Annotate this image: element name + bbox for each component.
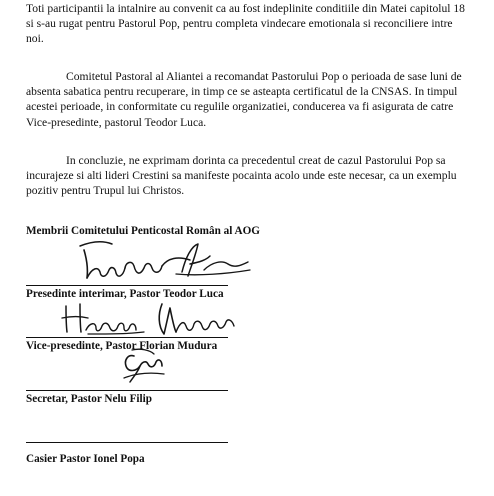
signatory-treasurer: Casier Pastor Ionel Popa xyxy=(26,453,145,465)
handwritten-signature-vice-president xyxy=(58,296,240,340)
signature-line-president xyxy=(26,285,228,286)
signatory-president: Presedinte interimar, Pastor Teodor Luca xyxy=(26,288,224,300)
handwritten-signature-secretary xyxy=(118,346,168,386)
signatory-secretary: Secretar, Pastor Nelu Filip xyxy=(26,393,152,405)
committee-heading: Membrii Comitetului Penticostal Român al AOG xyxy=(26,225,260,237)
paragraph-sabbatical: Comitetul Pastoral al Aliantei a recomandat Pastorului Pop o perioada de sase luni de absenta sabatica pentru recuperare, in timp ce se asteapta certificatul de la CNSAS. In timpul acestei perioade, in conformitate cu regulile organizatiei, conducerea va fi asigurata de catre Vice-presedinte, pastorul Teodor Luca. xyxy=(26,70,462,129)
signatory-vice-president: Vice-presedinte, Pastor Florian Mudura xyxy=(26,340,218,352)
paragraph-conclusion: In concluzie, ne exprimam dorinta ca precedentul creat de cazul Pastorului Pop sa incurajeze si alti lideri Crestini sa manifeste pocainta acolo unde este necesar, ca un exemplu pozitiv pentru Trupul lui Christos. xyxy=(26,154,457,198)
handwritten-signature-president xyxy=(78,234,254,288)
paragraph-reconciliation: Toti participantii la intalnire au convenit ca au fost indeplinite conditiile din Matei capitolul 18 si s-au rugat pentru Pastorul Pop, pentru completa vindecare emotionala si reconciliere intre noi. xyxy=(26,2,465,46)
signature-line-secretary xyxy=(26,390,228,391)
signature-line-treasurer xyxy=(26,442,228,443)
signature-line-vice-president xyxy=(26,337,228,338)
